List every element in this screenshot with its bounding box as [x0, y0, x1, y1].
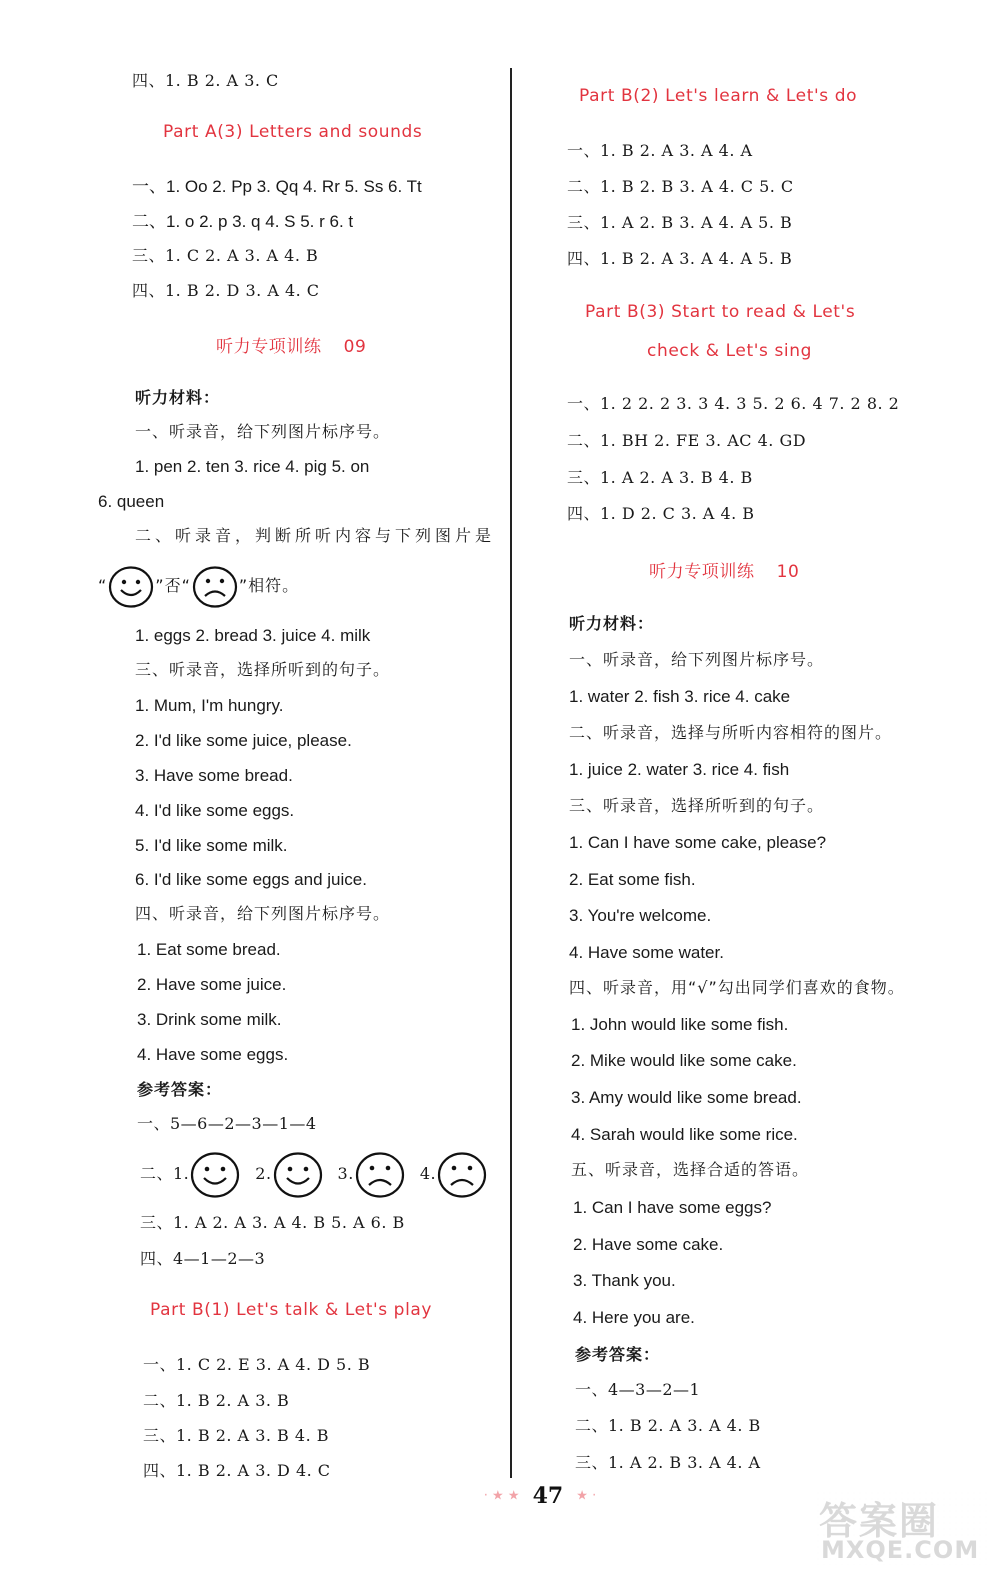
frowning-face-icon	[436, 1151, 488, 1199]
content-line: 4. Sarah would like some rice.	[571, 1125, 798, 1144]
content-line: 2. Have some juice.	[137, 975, 287, 994]
answer-line: 二、1. o 2. p 3. q 4. S 5. r 6. t	[132, 212, 354, 231]
heading-title: 听力专项训练	[649, 562, 755, 582]
answer-number: 4.	[419, 1164, 437, 1183]
heading-number: 09	[343, 337, 367, 357]
label-listening-material: 听力材料：	[569, 614, 655, 633]
answer-line: 四、1. D 2. C 3. A 4. B	[567, 504, 755, 523]
answer-line: 一、1. C 2. E 3. A 4. D 5. B	[143, 1355, 371, 1374]
section-heading-listening-09	[216, 332, 366, 357]
instruction-line: 一、听录音，给下列图片标序号。	[569, 650, 825, 669]
star-decoration-icon: ★ ·	[576, 1488, 597, 1504]
content-line: 4. Have some water.	[569, 943, 724, 962]
answer-line: 二、1. B 2. B 3. A 4. C 5. C	[567, 177, 794, 196]
content-line: 2. Mike would like some cake.	[571, 1051, 797, 1070]
instruction-with-faces	[98, 564, 299, 609]
content-line: 1. John would like some fish.	[571, 1015, 789, 1034]
content-line: 3. Drink some milk.	[137, 1010, 282, 1029]
watermark-url: MXQE.COM	[821, 1536, 980, 1564]
page-number: 47	[532, 1483, 564, 1509]
answer-line: 四、1. B 2. D 3. A 4. C	[132, 281, 320, 300]
answer-prefix: 二、1.	[140, 1164, 190, 1183]
label-reference-answers: 参考答案：	[575, 1345, 661, 1364]
content-line: 3. Have some bread.	[135, 766, 293, 785]
answer-line: 二、1. BH 2. FE 3. AC 4. GD	[567, 431, 807, 450]
frowning-face-icon	[191, 565, 239, 609]
answer-line: 三、1. A 2. B 3. A 4. A 5. B	[567, 213, 793, 232]
frowning-face-icon	[354, 1151, 406, 1199]
content-line: 3. Thank you.	[573, 1271, 676, 1290]
answer-line: 一、4—3—2—1	[575, 1380, 701, 1399]
section-heading-part-b3-continued: check & Let's sing	[647, 341, 813, 361]
instruction-line: 二、听录音，选择与所听内容相符的图片。	[569, 723, 893, 742]
answer-line: 四、1. B 2. A 3. D 4. C	[143, 1461, 331, 1480]
watermark-logo	[815, 1490, 990, 1565]
answer-line: 三、1. A 2. A 3. B 4. B	[567, 468, 753, 487]
answer-line: 一、1. B 2. A 3. A 4. A	[567, 141, 753, 160]
heading-number: 10	[776, 562, 800, 582]
section-heading-listening-10	[649, 557, 799, 582]
content-line: 3. Amy would like some bread.	[571, 1088, 802, 1107]
answer-line: 四、1. B 2. A 3. C	[132, 71, 279, 90]
instruction-line: 一、听录音，给下列图片标序号。	[135, 422, 391, 441]
section-heading-part-b2: Part B(2) Let's learn & Let's do	[579, 86, 858, 106]
section-heading-part-a3: Part A(3) Letters and sounds	[163, 122, 423, 142]
answer-number: 3.	[337, 1164, 354, 1183]
answer-line: 四、1. B 2. A 3. A 4. A 5. B	[567, 249, 793, 268]
smiley-face-icon	[272, 1151, 324, 1199]
answer-line: 一、5—6—2—3—1—4	[137, 1114, 317, 1133]
answer-line: 三、1. A 2. A 3. A 4. B 5. A 6. B	[140, 1213, 405, 1232]
quote-open: “	[98, 576, 108, 595]
instruction-line: 三、听录音，选择所听到的句子。	[135, 660, 391, 679]
content-line: 2. Have some cake.	[573, 1235, 724, 1254]
instruction-line: 四、听录音，用“√”勾出同学们喜欢的食物。	[569, 978, 905, 997]
smiley-face-icon	[189, 1151, 241, 1199]
content-line: 5. I'd like some milk.	[135, 836, 288, 855]
watermark-title: 答案圈	[819, 1499, 940, 1543]
content-line: 1. pen 2. ten 3. rice 4. pig 5. on	[135, 457, 370, 476]
smiley-face-icon	[107, 565, 155, 609]
content-line: 6. queen	[98, 492, 165, 511]
answer-line: 三、1. B 2. A 3. B 4. B	[143, 1426, 329, 1445]
instruction-line: 二、听录音，判断所听内容与下列图片是	[135, 526, 496, 545]
instruction-line: 五、听录音，选择合适的答语。	[571, 1160, 810, 1179]
quote-close: ”相符。	[238, 576, 300, 595]
answer-line: 二、1. B 2. A 3. B	[143, 1391, 290, 1410]
content-line: 1. juice 2. water 3. rice 4. fish	[569, 760, 790, 779]
instruction-line: 四、听录音，给下列图片标序号。	[135, 904, 391, 923]
content-line: 1. Can I have some eggs?	[573, 1198, 772, 1217]
content-line: 4. I'd like some eggs.	[135, 801, 295, 820]
column-divider	[510, 68, 512, 1478]
answer-faces-line	[140, 1150, 488, 1199]
answer-number: 2.	[255, 1164, 272, 1183]
heading-title: 听力专项训练	[216, 337, 322, 357]
answer-line: 四、4—1—2—3	[140, 1249, 266, 1268]
star-decoration-icon: · ★ ★	[483, 1488, 520, 1504]
answer-line: 二、1. B 2. A 3. A 4. B	[575, 1416, 761, 1435]
content-line: 4. Have some eggs.	[137, 1045, 289, 1064]
answer-line: 一、1. Oo 2. Pp 3. Qq 4. Rr 5. Ss 6. Tt	[132, 177, 422, 196]
answer-line: 三、1. A 2. B 3. A 4. A	[575, 1453, 761, 1472]
page-footer	[450, 1483, 630, 1517]
content-line: 1. Can I have some cake, please?	[569, 833, 827, 852]
answer-line: 三、1. C 2. A 3. A 4. B	[132, 246, 319, 265]
label-reference-answers: 参考答案：	[137, 1080, 223, 1099]
content-line: 1. Mum, I'm hungry.	[135, 696, 284, 715]
content-line: 6. I'd like some eggs and juice.	[135, 870, 367, 889]
instruction-line: 三、听录音，选择所听到的句子。	[569, 796, 825, 815]
quote-middle: ”否“	[155, 576, 191, 595]
label-listening-material: 听力材料：	[135, 388, 221, 407]
content-line: 2. Eat some fish.	[569, 870, 696, 889]
section-heading-part-b1: Part B(1) Let's talk & Let's play	[150, 1300, 433, 1320]
content-line: 1. eggs 2. bread 3. juice 4. milk	[135, 626, 371, 645]
answer-line: 一、1. 2 2. 2 3. 3 4. 3 5. 2 6. 4 7. 2 8. 2	[567, 394, 900, 413]
content-line: 4. Here you are.	[573, 1308, 695, 1327]
content-line: 3. You're welcome.	[569, 906, 712, 925]
section-heading-part-b3: Part B(3) Start to read & Let's	[585, 302, 856, 322]
content-line: 1. Eat some bread.	[137, 940, 281, 959]
content-line: 1. water 2. fish 3. rice 4. cake	[569, 687, 791, 706]
content-line: 2. I'd like some juice, please.	[135, 731, 352, 750]
